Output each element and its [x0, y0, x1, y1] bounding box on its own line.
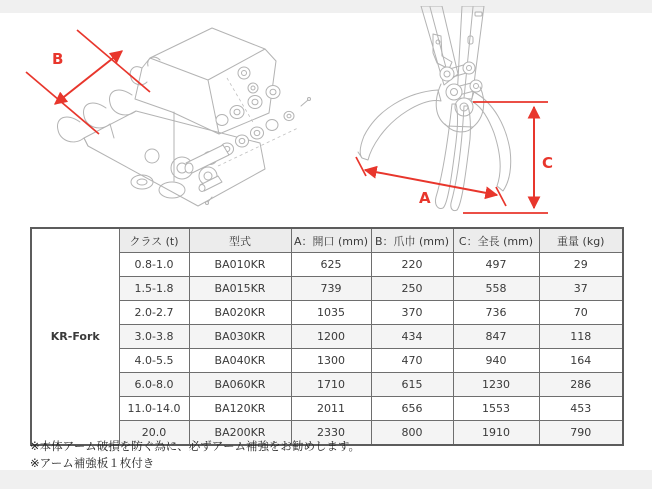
cell-weight: 70 — [539, 301, 623, 325]
cell-model: BA010KR — [189, 253, 291, 277]
cell-b: 615 — [371, 373, 453, 397]
cell-weight: 118 — [539, 325, 623, 349]
column-header-model: 型式 — [189, 228, 291, 253]
cell-c: 497 — [453, 253, 539, 277]
column-header-c: C：全長 (mm) — [453, 228, 539, 253]
footnotes — [30, 438, 590, 471]
cell-a: 1710 — [291, 373, 371, 397]
cell-c: 847 — [453, 325, 539, 349]
cell-a: 1300 — [291, 349, 371, 373]
pins-bushings-art — [185, 78, 311, 205]
cell-a: 1200 — [291, 325, 371, 349]
cell-model: BA020KR — [189, 301, 291, 325]
cell-class: 0.8-1.0 — [119, 253, 189, 277]
column-header-class: クラス (t) — [119, 228, 189, 253]
dimension-a — [356, 157, 506, 207]
cell-weight: 164 — [539, 349, 623, 373]
cell-b: 800 — [371, 421, 453, 446]
cell-model: BA040KR — [189, 349, 291, 373]
upper-frame-art — [130, 28, 276, 134]
cell-c: 940 — [453, 349, 539, 373]
column-header-b: B：爪巾 (mm) — [371, 228, 453, 253]
cell-c: 558 — [453, 277, 539, 301]
product-group-label: KR-Fork — [31, 228, 119, 445]
cell-b: 470 — [371, 349, 453, 373]
cell-a: 1035 — [291, 301, 371, 325]
table-row — [31, 373, 623, 397]
cell-model: BA015KR — [189, 277, 291, 301]
column-header-a: A：開口 (mm) — [291, 228, 371, 253]
cell-class: 4.0-5.5 — [119, 349, 189, 373]
dimension-b — [26, 30, 150, 134]
cell-c: 736 — [453, 301, 539, 325]
cell-c: 1230 — [453, 373, 539, 397]
cell-b: 250 — [371, 277, 453, 301]
cell-weight: 453 — [539, 397, 623, 421]
cell-weight: 790 — [539, 421, 623, 446]
dimension-c — [463, 102, 553, 213]
cell-a: 2330 — [291, 421, 371, 446]
exploded-view-drawing — [22, 16, 337, 216]
cell-b: 370 — [371, 301, 453, 325]
header-row — [31, 228, 623, 253]
cell-class: 1.5-1.8 — [119, 277, 189, 301]
cell-c: 1910 — [453, 421, 539, 446]
dimension-label-b: B — [52, 50, 64, 68]
column-header-weight: 重量 (kg) — [539, 228, 623, 253]
dimension-drawing — [345, 6, 623, 220]
linkage-art — [436, 62, 484, 132]
cell-model: BA120KR — [189, 397, 291, 421]
cell-b: 656 — [371, 397, 453, 421]
table-row — [31, 301, 623, 325]
cell-weight: 29 — [539, 253, 623, 277]
cell-a: 2011 — [291, 397, 371, 421]
table-row — [31, 397, 623, 421]
cell-a: 739 — [291, 277, 371, 301]
cell-class: 20.0 — [119, 421, 189, 446]
cell-class: 11.0-14.0 — [119, 397, 189, 421]
dimension-label-c: C — [542, 154, 554, 172]
cell-b: 434 — [371, 325, 453, 349]
dimension-label-a: A — [419, 189, 431, 207]
cell-class: 3.0-3.8 — [119, 325, 189, 349]
footnote-arm-reinforcement: ※本体アーム破損を防ぐ為に、必ずアーム補強をお勧めします。 — [30, 439, 361, 453]
cell-model: BA030KR — [189, 325, 291, 349]
table-row — [31, 349, 623, 373]
table-row — [31, 253, 623, 277]
cell-weight: 37 — [539, 277, 623, 301]
cell-b: 220 — [371, 253, 453, 277]
cell-model: BA200KR — [189, 421, 291, 446]
cell-weight: 286 — [539, 373, 623, 397]
spec-table — [30, 227, 624, 446]
cell-class: 6.0-8.0 — [119, 373, 189, 397]
footnote-plate-included: ※アーム補強板１枚付き — [30, 455, 155, 470]
table-row — [31, 325, 623, 349]
cell-a: 625 — [291, 253, 371, 277]
cell-model: BA060KR — [189, 373, 291, 397]
bottom-margin-strip — [0, 470, 652, 489]
table-row — [31, 277, 623, 301]
cell-class: 2.0-2.7 — [119, 301, 189, 325]
cell-c: 1553 — [453, 397, 539, 421]
